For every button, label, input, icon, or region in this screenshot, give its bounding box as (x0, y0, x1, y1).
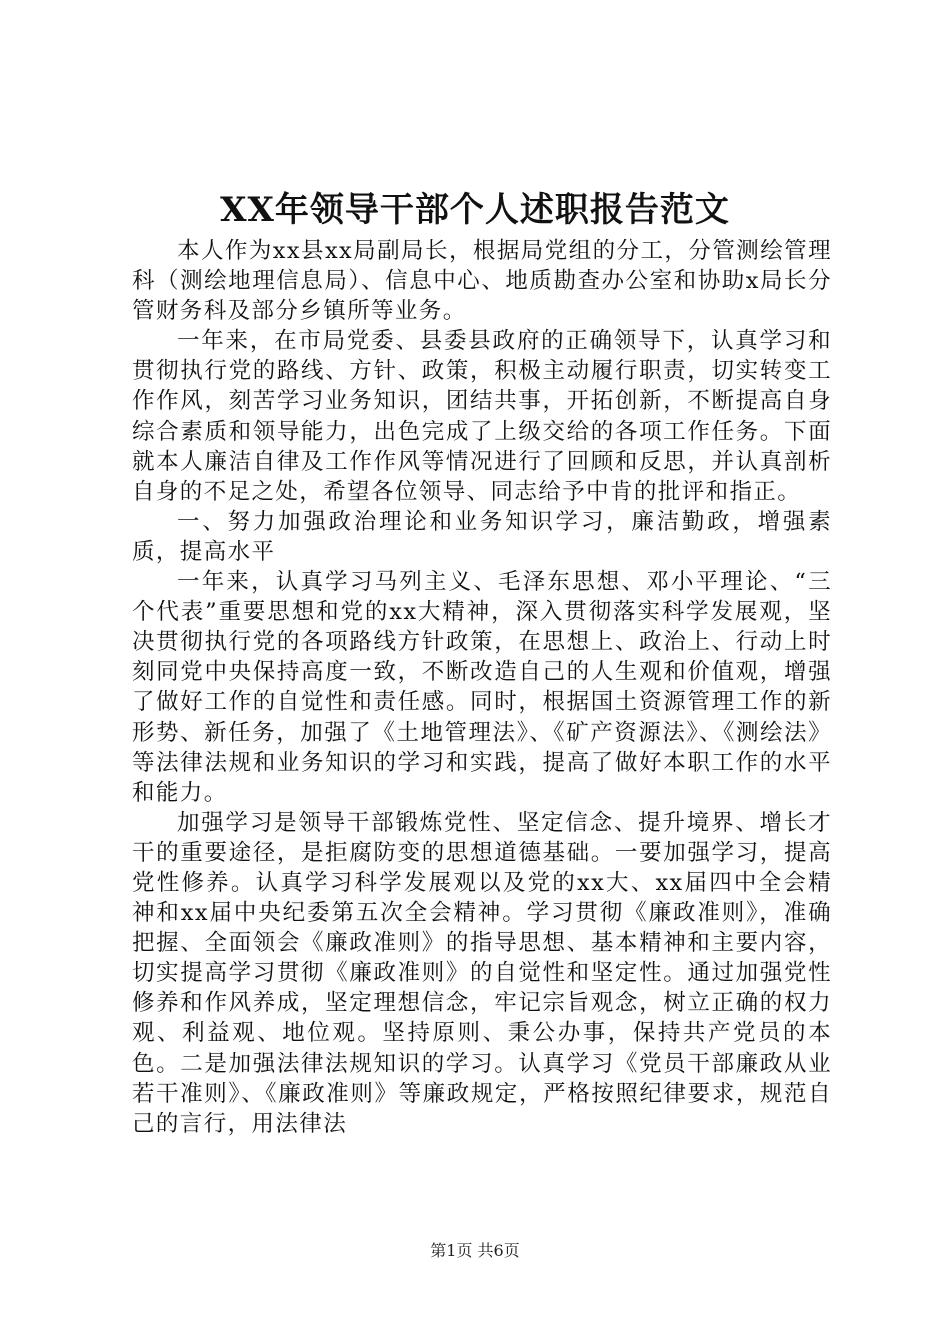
document-body (132, 236, 832, 1139)
section-heading-1: 一、努力加强政治理论和业务知识学习，廉洁勤政，增强素质，提高水平 (132, 508, 832, 565)
paragraph-study: 一年来，认真学习马列主义、毛泽东思想、邓小平理论、“三个代表”重要思想和党的xx大精神，深入贯彻落实科学发展观，坚决贯彻执行党的各项路线方针政策，在思想上、政治上、行动上时刻同党中央保持高度一致，不断改造自己的人生观和价值观，增强了做好工作的自觉性和责任感。同时，根据国土资源管理工作的新形势、新任务，加强了《土地管理法》、《矿产资源法》、《测绘法》等法律法规和业务知识的学习和实践，提高了做好本职工作的水平和能力。 (132, 569, 832, 806)
paragraph-overview: 一年来，在市局党委、县委县政府的正确领导下，认真学习和贯彻执行党的路线、方针、政策，积极主动履行职责，切实转变工作作风，刻苦学习业务知识，团结共事，开拓创新，不断提高自身综合素质和领导能力，出色完成了上级交给的各项工作任务。下面就本人廉洁自律及工作作风等情况进行了回顾和反思，并认真剖析自身的不足之处，希望各位领导、同志给予中肯的批评和指正。 (132, 328, 832, 505)
page-footer: 第1页 共6页 (430, 1241, 520, 1260)
paragraph-strengthen-learning: 加强学习是领导干部锻炼党性、坚定信念、提升境界、增长才干的重要途径，是拒腐防变的思想道德基础。一要加强学习，提高党性修养。认真学习科学发展观以及党的xx大、xx届四中全会精神和xx届中央纪委第五次全会精神。学习贯彻《廉政准则》，准确把握、全面领会《廉政准则》的指导思想、基本精神和主要内容，切实提高学习贯彻《廉政准则》的自觉性和坚定性。通过加强党性修养和作风养成，坚定理想信念，牢记宗旨观念，树立正确的权力观、利益观、地位观。坚持原则、秉公办事，保持共产党员的本色。二是加强法律法规知识的学习。认真学习《党员干部廉政从业若干准则》、《廉政准则》等廉政规定，严格按照纪律要求，规范自己的言行，用法律法 (132, 809, 832, 1137)
paragraph-intro: 本人作为xx县xx局副局长，根据局党组的分工，分管测绘管理科（测绘地理信息局）、信息中心、地质勘查办公室和协助x局长分管财务科及部分乡镇所等业务。 (132, 238, 832, 325)
document-title: XX年领导干部个人述职报告范文 (220, 190, 730, 230)
